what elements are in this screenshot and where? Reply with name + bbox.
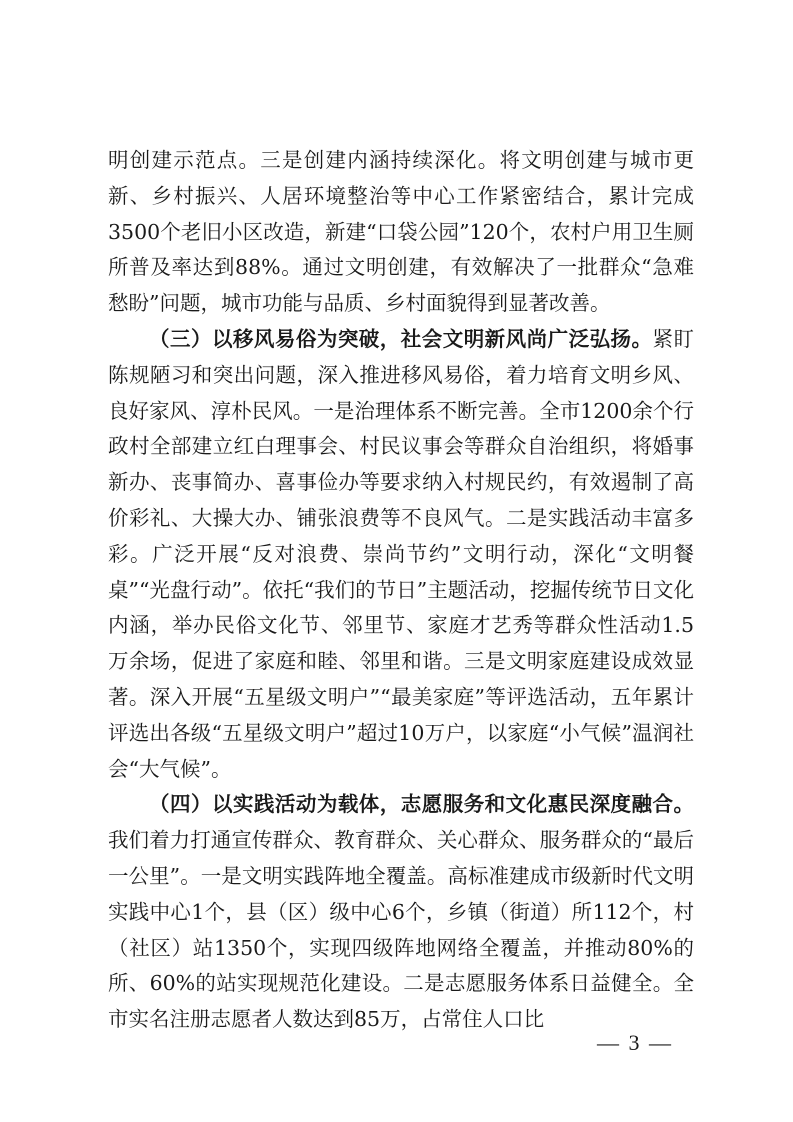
section-heading: （三）以移风易俗为突破，社会文明新风尚广泛弘扬。 [149, 326, 653, 351]
paragraph-body: 明创建示范点。三是创建内涵持续深化。将文明创建与城市更新、乡村振兴、人居环境整治等中心工作紧密结合，累计完成3500个老旧小区改造，新建“口袋公园”120个，农村户用卫生厕所普及率达到88%。通过文明创建，有效解决了一批群众“急难愁盼”问题，城市功能与品质、乡村面貌得到显著改善。 [108, 148, 694, 316]
body-text [108, 143, 694, 1038]
page-number: — 3 — [597, 1030, 673, 1055]
paragraph-section-four [108, 787, 694, 1038]
paragraph-continuation [108, 143, 694, 322]
paragraph-body: 紧盯陈规陋习和突出问题，深入推进移风易俗，着力培育文明乡风、良好家风、淳朴民风。一是治理体系不断完善。全市1200余个行政村全部建立红白理事会、村民议事会等群众自治组织，将婚事新办、丧事简办、喜事俭办等要求纳入村规民约，有效遏制了高价彩礼、大操大办、铺张浪费等不良风气。二是实践活动丰富多彩。广泛开展“反对浪费、崇尚节约”文明行动，深化“文明餐桌”“光盘行动”。依托“我们的节日”主题活动，挖掘传统节日文化内涵，举办民俗文化节、邻里节、家庭才艺秀等群众性活动1.5万余场，促进了家庭和睦、邻里和谐。三是文明家庭建设成效显著。深入开展“五星级文明户”“最美家庭”等评选活动，五年累计评选出各级“五星级文明户”超过10万户，以家庭“小气候”温润社会“大气候”。 [108, 326, 695, 781]
section-heading: （四）以实践活动为载体，志愿服务和文化惠民深度融合。 [149, 792, 694, 817]
paragraph-section-three [108, 322, 694, 787]
paragraph-body: 我们着力打通宣传群众、教育群众、关心群众、服务群众的“最后一公里”。一是文明实践阵地全覆盖。高标准建成市级新时代文明实践中心1个，县（区）级中心6个，乡镇（街道）所112个，村（社区）站1350个，实现四级阵地网络全覆盖，并推动80%的所、60%的站实现规范化建设。二是志愿服务体系日益健全。全市实名注册志愿者人数达到85万，占常住人口比 [108, 828, 694, 1032]
